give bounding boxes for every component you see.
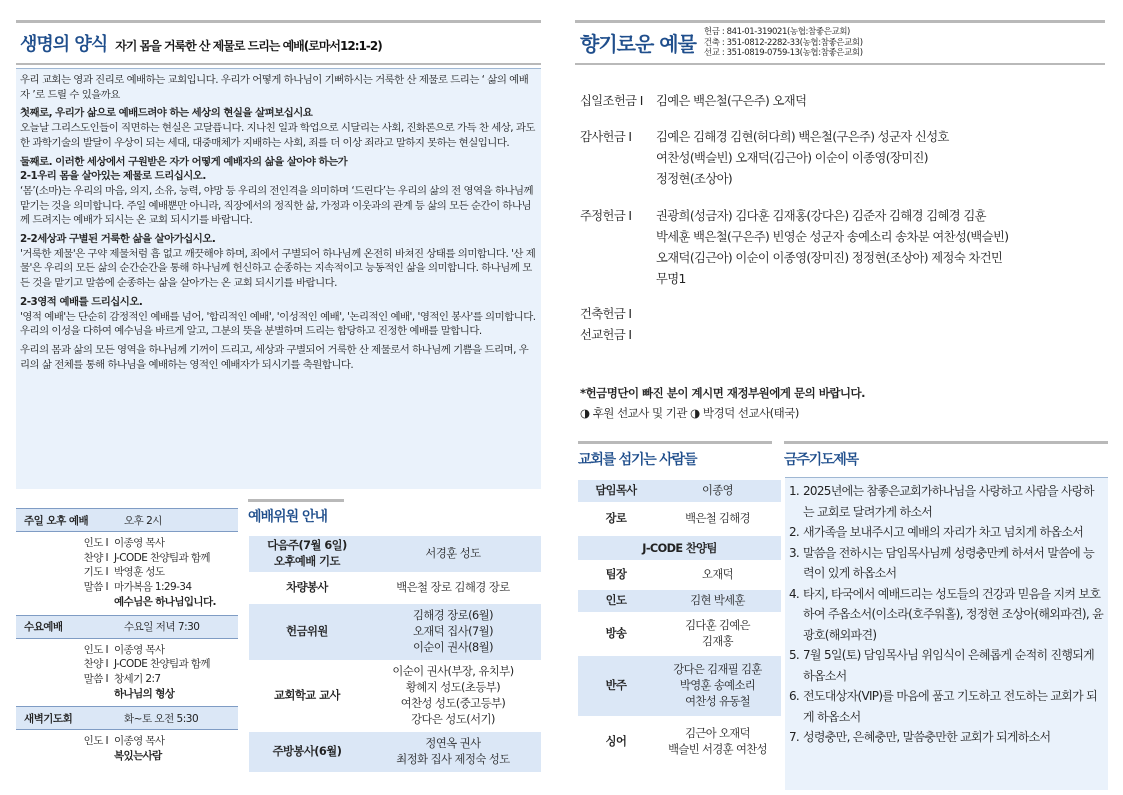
sermon-closing: 우리의 몸과 삶의 모든 영역을 하나님께 기꺼이 드리고, 세상과 구별되어 거룩한 산 제물로서 하나님께 기쁨을 드리며, 우리의 삶 전체를 통해 하나님을 예배하는 영적인 예배자가 되시기를 축원합니다. — [20, 343, 529, 371]
committee-names — [365, 664, 541, 728]
sunday-pm-bar — [16, 508, 238, 532]
committee-names — [365, 608, 541, 656]
text-line: 김재홍 — [702, 635, 733, 648]
committee-role — [249, 744, 365, 760]
schedule-row-role — [16, 749, 114, 764]
wednesday-details — [16, 639, 238, 707]
prayer-rule — [784, 441, 1108, 444]
servant-names — [654, 511, 781, 527]
prayer-number: 1. — [789, 484, 800, 498]
schedule-row-value: J-CODE 찬양팀과 함께 — [114, 658, 210, 671]
offering-name-line: 박세훈 백은철(구은주) 빈영순 성군자 송예소리 송차분 여찬성(백슬빈) — [656, 230, 1009, 244]
sermon-point-2-2-body: '거룩한 제물'은 구약 제물처럼 흠 없고 깨끗해야 하며, 죄에서 구별되어 하나님께 온전히 바쳐진 상태를 의미합니다. '산 제물'은 우리의 모든 삶의 순간순간을 통해 하나님께 헌신하고 순종하는 지속적이고 능동적인 삶을 의미합니다. 하나님께 모든 것을 맡기고 말씀에 순종하는 삶을 살아가는 온 교회 되시기를 바랍니다. — [20, 247, 536, 290]
account-offering: 헌금 : 841-01-319021(농협:참좋은교회) — [703, 27, 850, 37]
servant-row — [578, 718, 781, 766]
schedule-row-role: 말씀 I — [83, 581, 108, 594]
schedule-row-role: 인도 I — [83, 537, 108, 549]
prayer-item — [789, 584, 1104, 646]
schedule-row-value: J-CODE 찬양팀과 함께 — [114, 551, 210, 564]
text-line: 차량봉사 — [286, 581, 328, 594]
building-label: 건축헌금 I — [580, 307, 632, 321]
text-line: 백슬빈 서경훈 여찬성 — [668, 743, 767, 756]
schedule-row-role: 찬양 I — [83, 658, 108, 671]
committee-row — [249, 732, 541, 772]
servant-names — [654, 726, 781, 758]
servant-names — [654, 662, 781, 710]
text-line: 황혜지 성도(초등부) — [405, 681, 501, 694]
schedule-row-value: 예수님은 하나님입니다. — [114, 595, 216, 608]
sermon-point-2-3-heading: 2-3영적 예배를 드리십시오. — [20, 295, 143, 308]
sermon-point-1-body: 오늘날 그리스도인들이 직면하는 현실은 고달픕니다. 지나친 일과 학업으로 시달리는 사회, 진화론으로 가득 찬 세상, 과도한 과학기술의 발달이 우상이 되는 세대, 대중매체가 지배하는 사회, 죄를 더 이상 죄라고 말하지 못하는 현실입니다. — [20, 122, 535, 149]
text-line: 김현 박세훈 — [690, 594, 745, 607]
offering-name-line: 김예은 백은철(구은주) 오재덕 — [656, 94, 807, 108]
sermon-point-2-2-heading: 2-2세상과 구별된 거룩한 삶을 살아가십시오. — [20, 233, 216, 246]
prayer-item — [789, 645, 1104, 686]
schedule-row-value: 이종영 목사 — [114, 735, 165, 748]
schedule-row — [16, 565, 238, 580]
servant-row — [578, 614, 781, 654]
committee-row — [249, 604, 541, 660]
text-line: 강다은 성도(서기) — [411, 713, 495, 726]
weekly-label: 주정헌금 I — [580, 209, 632, 223]
prayer-item — [789, 543, 1104, 584]
committee-names — [365, 736, 541, 768]
committee-title: 예배위원 안내 — [248, 509, 328, 525]
servant-names — [654, 593, 781, 609]
prayer-item — [789, 686, 1104, 727]
schedule-row-value: 이종영 목사 — [114, 537, 165, 549]
schedule-row — [16, 687, 238, 702]
text-line: 여찬성 성도(중고등부) — [400, 697, 506, 710]
servant-row — [578, 562, 781, 588]
text-line: 이순이 권사(부장, 유치부) — [392, 665, 514, 678]
mission-label: 선교헌금 I — [580, 328, 632, 342]
dawn-bar — [16, 706, 238, 730]
schedule-row-role: 찬양 I — [83, 551, 108, 564]
prayer-item — [789, 727, 1104, 748]
text-line: 김다훈 김예은 — [685, 619, 750, 632]
text-line: 주방봉사(6월) — [272, 745, 342, 758]
servant-names — [654, 483, 781, 499]
weekly-offering — [580, 206, 1110, 290]
servants-table — [578, 480, 781, 768]
prayer-list — [785, 477, 1108, 790]
sunday-pm-label: 주일 오후 예배 — [24, 514, 89, 527]
text-line: 강다은 김재필 김훈 — [673, 663, 762, 676]
sermon-point-1-heading: 첫째로, 우리가 삶으로 예배드려야 하는 세상의 현실을 살펴보십시요 — [20, 107, 313, 120]
offering-name-line: 정정현(조상아) — [656, 172, 733, 186]
schedule-row-value: 박영훈 성도 — [114, 566, 165, 579]
text-line: 백은철 장로 김해경 장로 — [396, 581, 510, 594]
schedule-row-role: 인도 I — [83, 735, 108, 748]
missing-name-note: *헌금명단이 빠진 분이 계시면 재정부원에게 문의 바랍니다. — [580, 386, 866, 400]
sermon-point-2-1-body: ‘몸’(소마)는 우리의 마음, 의지, 소유, 능력, 야망 등 우리의 전인격을 의미하며 ‘드린다’는 우리의 삶의 전 영역을 하나님께 맡기는 것을 의미합니다. 주일 예배뿐만 아니라, 직장에서의 정직한 삶, 가정과 이웃과의 관계 등 삶의 모든 순간이 하나님께 드려지는 예배가 되시는 온 교회 되시기를 바랍니다. — [20, 184, 534, 227]
servants-rule — [578, 441, 772, 444]
servant-role: 반주 — [605, 679, 627, 692]
sunday-pm-time: 오후 2시 — [124, 514, 162, 527]
prayer-number: 4. — [789, 586, 800, 601]
schedule-row-role — [16, 687, 114, 702]
prayer-number: 7. — [789, 730, 800, 744]
prayer-title: 금주기도제목 — [784, 452, 858, 468]
servant-names — [654, 618, 781, 650]
text-line: 이순이 권사(8월) — [412, 641, 494, 654]
dawn-label: 새벽기도회 — [24, 712, 73, 725]
prayer-text: 2025년에는 참좋은교회가하나님을 사랑하고 사람을 사랑하는 교회로 달려가게 하소서 — [803, 484, 1094, 519]
text-line: 다음주(7월 6일) — [267, 539, 347, 552]
committee-row — [249, 536, 541, 572]
text-line: 교회학교 교사 — [274, 689, 340, 702]
offering-header — [580, 27, 863, 59]
weekly-names — [656, 206, 1110, 290]
committee-names — [365, 546, 541, 562]
committee-role — [249, 688, 365, 704]
prayer-number: 3. — [789, 545, 800, 560]
sermon-point-2-1-heading: 2-1우리 몸을 살아있는 제물로 드리십시오. — [20, 170, 206, 183]
prayer-number: 2. — [789, 525, 800, 539]
account-mission: 선교 : 351-0819-0759-13(농협:참좋은교회) — [703, 48, 863, 58]
title-rule-right — [575, 63, 1105, 65]
wednesday-bar — [16, 615, 238, 639]
sermon-point-2-3-body: '영적 예배'는 단순히 감정적인 예배를 넘어, '합리적인 예배', '이성적인 예배', '논리적인 예배', '영적인 봉사'를 의미합니다. 우리의 이성을 다하여 예수님을 바르게 알고, 그분의 뜻을 분별하며 드리는 합당하고 진정한 예배를 말합니다. — [20, 310, 536, 338]
schedule-row-value: 마가복음 1:29-34 — [114, 581, 192, 594]
text-line: 오재덕 — [702, 568, 733, 581]
wednesday-time: 수요일 저녁 7:30 — [124, 621, 200, 634]
prayer-item — [789, 522, 1104, 543]
schedule-row-role: 기도 I — [83, 566, 108, 579]
offering-name-line: 여찬성(백슬빈) 오재덕(김근아) 이순이 이종영(장미진) — [656, 151, 928, 165]
prayer-text: 새가족을 보내주시고 예배의 자리가 차고 넘치게 하옵소서 — [803, 525, 1084, 539]
offering-note — [580, 383, 865, 423]
schedule-row — [16, 749, 238, 764]
prayer-text: 말씀을 전하시는 담임목사님께 성령충만케 하셔서 말씀에 능력이 있게 하옵소서 — [803, 545, 1094, 580]
committee-rule — [248, 499, 344, 502]
sermon-intro: 우리 교회는 영과 진리로 예배하는 교회입니다. 우리가 어떻게 하나님이 기뻐하시는 거룩한 산 제물로 드리는 ‘ 삶의 예배자 ’로 드릴 수 있을까요 — [20, 74, 529, 101]
sunday-pm-details — [16, 532, 238, 615]
committee-table — [249, 536, 541, 772]
sermon-body — [16, 68, 541, 489]
schedule-row — [16, 657, 238, 672]
offering-name-line: 무명1 — [656, 272, 686, 286]
text-line: 여찬성 유동철 — [685, 695, 750, 708]
servant-row — [578, 536, 781, 560]
servant-role: 방송 — [605, 627, 627, 640]
servants-title: 교회를 섬기는 사람들 — [578, 452, 697, 468]
tithe-offering — [580, 91, 1110, 112]
sermon-section-title: 생명의 양식 — [20, 34, 108, 55]
tithe-label: 십일조헌금 I — [580, 94, 643, 108]
prayer-item — [789, 481, 1104, 522]
prayer-text: 전도대상자(VIP)를 마음에 품고 기도하고 전도하는 교회가 되게 하옵소서 — [803, 689, 1098, 724]
supported-missionary: ◑ 후원 선교사 및 기관 ◑ 박경덕 선교사(태국) — [580, 406, 799, 420]
prayer-number: 6. — [789, 689, 800, 703]
schedule-row — [16, 580, 238, 595]
schedule-row-value: 하나님의 형상 — [114, 687, 175, 700]
schedule-row-value: 이종영 목사 — [114, 643, 165, 656]
servant-row — [578, 656, 781, 716]
offering-name-line: 김예은 김해경 김현(허다희) 백은철(구은주) 성군자 신성호 — [656, 130, 949, 144]
committee-names — [365, 580, 541, 596]
text-line: 김근아 오재덕 — [685, 727, 750, 740]
building-offering — [580, 304, 1110, 346]
text-line: 서경훈 성도 — [425, 547, 481, 560]
thanks-names — [656, 127, 1110, 190]
servant-names — [654, 567, 781, 583]
text-line: 최정화 집사 제정숙 성도 — [396, 753, 510, 766]
offering-title: 향기로운 예물 — [580, 32, 696, 57]
prayer-number: 5. — [789, 648, 800, 662]
schedule-row-role — [16, 595, 114, 610]
committee-row — [249, 572, 541, 604]
servant-role: 싱어 — [605, 735, 627, 748]
text-line: 오후예배 기도 — [274, 555, 340, 568]
text-line: 이종영 — [702, 484, 733, 497]
text-line: 오재덕 집사(7월) — [412, 625, 494, 638]
schedule-row — [16, 643, 238, 658]
dawn-details — [16, 730, 238, 768]
schedule-row-role: 인도 I — [83, 643, 108, 656]
text-line: 김해경 장로(6월) — [412, 609, 494, 622]
text-line: 헌금위원 — [286, 625, 328, 638]
servant-role: 장로 — [605, 512, 627, 525]
schedule-row — [16, 536, 238, 551]
committee-role — [249, 580, 365, 596]
account-list — [704, 27, 863, 59]
servant-row — [578, 504, 781, 534]
worship-schedule — [16, 508, 238, 769]
offering-name-line: 오재덕(김근아) 이순이 이종영(장미진) 정정현(조상아) 제정숙 차건민 — [656, 251, 1003, 265]
prayer-text: 타지, 타국에서 예배드리는 성도들의 건강과 믿음을 지켜 보호하여 주옵소서(이소라(호주워홀), 정정현 조상아(해외파견), 윤광호(해외파견) — [803, 586, 1104, 642]
offering-name-line: 권광희(성금자) 김다훈 김재홍(강다은) 김준자 김해경 김혜경 김훈 — [656, 209, 986, 223]
sermon-point-2-heading: 둘째로. 이러한 세상에서 구원받은 자가 어떻게 예배자의 삶을 살아야 하는가 — [20, 155, 348, 168]
prayer-text: 7월 5일(토) 담임목사님 위임식이 은혜롭게 순적히 진행되게 하옵소서 — [803, 648, 1095, 683]
account-building: 건축 : 351-0812-2282-33(농협:참좋은교회) — [703, 37, 863, 48]
text-line: 박영훈 송예소리 — [679, 679, 756, 692]
schedule-row — [16, 551, 238, 566]
sermon-subtitle: 자기 몸을 거룩한 산 제물로 드리는 예배(로마서12:1-2) — [115, 39, 382, 53]
thanks-label: 감사헌금 I — [580, 130, 632, 144]
schedule-row — [16, 672, 238, 687]
text-line: 정연옥 권사 — [425, 737, 481, 750]
sermon-header — [20, 30, 382, 56]
schedule-row-role: 말씀 I — [83, 672, 108, 685]
servant-row — [578, 480, 781, 502]
text-line: 백은철 김해경 — [685, 512, 750, 525]
wednesday-label: 수요예배 — [24, 621, 63, 634]
servant-group-label: J-CODE 찬양팀 — [642, 542, 717, 555]
thanks-offering — [580, 127, 1110, 190]
top-rule-right — [575, 20, 1105, 23]
committee-row — [249, 660, 541, 732]
schedule-row — [16, 595, 238, 610]
committee-role — [249, 538, 365, 570]
schedule-row-value: 창세기 2:7 — [114, 672, 161, 685]
schedule-row-value: 복있는사람 — [114, 750, 162, 763]
title-rule-left — [16, 63, 541, 65]
servant-role: 담임목사 — [595, 484, 637, 497]
prayer-text: 성령충만, 은혜충만, 말씀충만한 교회가 되게하소서 — [803, 730, 1051, 744]
schedule-row — [16, 734, 238, 749]
servant-role: 인도 — [605, 594, 627, 607]
tithe-names — [656, 91, 1110, 112]
servant-role: 팀장 — [605, 568, 627, 581]
dawn-time: 화~토 오전 5:30 — [124, 712, 199, 725]
top-rule-left — [16, 20, 541, 23]
servant-row — [578, 590, 781, 612]
committee-role — [249, 624, 365, 640]
